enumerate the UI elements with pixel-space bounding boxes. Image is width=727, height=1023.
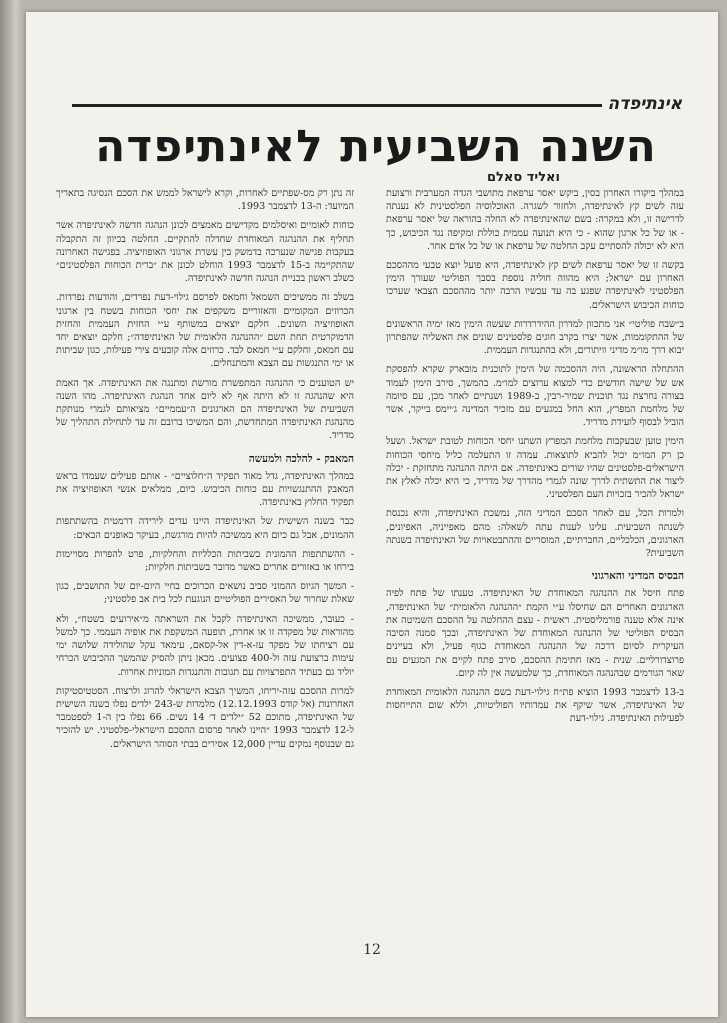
section-header bbox=[72, 96, 682, 116]
paragraph: בקשה זו של יאסר ערפאת לשים קץ לאינתיפדה, היא פועל יוצא טבעי מההסכם האחרון עם ישראל; היא מהווה חוליה נוספת בסבך הפוליטי שעורך הימין הפלסטיני לאינתיפדה שפגע בה עד עכשיו הרבה יותר מההסכם הצבאי שערכו כוחות הכיבוש הישראלים. bbox=[386, 260, 684, 311]
magazine-page bbox=[26, 12, 718, 1017]
left-column bbox=[56, 187, 354, 757]
paragraph: ההתחלה הראשונה, היה ההסכמה של הימין לתוכנית מובארק שקרא להפסקת אש של שישה חודשים כדי למצוא ערוצים למו״מ. בהמשך, סירב הימין לעמוד בצורה נחרצת נגד תוכנית שמיר-רבין, ב-1989 ושנתיים לאחר מכן, עם סיומה של מלחמת המפרץ, הוא החל במגעים עם מזכיר המדינה ג׳יימס בייקר, אשר הוביל לבסוף לועידת מדריד. bbox=[386, 364, 684, 429]
paragraph: הימין טוען שבעקבות מלחמת המפרץ השתנו יחסי הכוחות לטובת ישראל. ושעל כן רק המו״מ יכול להביא לתוצאות. עמדה זו התעלמה כליל מיחסי הכוחות הישראלים-פלסטינים שהיו שורים באינתיפדה. אם היתה ההנהגה מתחזקת - יכלה ליצור את התשתית לדרך שונה לגמרי מהדרך של מדריד, כי היא יכלה לאלץ את ישראל להכיר בזכויות העם הפלסטיני. bbox=[386, 436, 684, 501]
subheading: הבסיס המדיני והארגוני bbox=[591, 570, 684, 583]
paragraph: ולמרות הכל, עם לאחר הסכם המדיני הזה, נמשכת האינתיפדה, והיא נכנסת לשנתה השביעית. עלינו לענות עתה לשאלה: מהם מאפייניה, האפיונים, הארגונים, הכלכליים, החברתיים, המוסריים וההתבטאויות של האינתיפדה בשנתה השביעית? bbox=[386, 508, 684, 560]
paragraph: - כעובר, ממשיכה האינתיפדה לקבל את השראתה מ״אירועים בשטח״, ולא מהוראות של מפקדה זו או אחרת, תופעה המשקפת את אופיה העממי. כך למשל עם רציחתו של מפקד עז-א-דין אל-קסאם, עימאד עקל שהולידה שלושה ימי עימות ברצועת עזה ול-400 פצועים. מכאן ניתן להסיק שהמשך ההכיבוש הכרחי יוליד גם בעתיד התפרצויות עם תגובות והתנגדות המוניות אחרות. bbox=[56, 613, 354, 678]
paragraph: כוחות לאומיים ואיסלמים מקדישים מאמצים לכונן הנהגה חדשה לאינתיפדה אשר תחליף את ההנהגה המאוחדת שחדלה להתקיים. החלטה בכיוון זה התקבלה בעקבות פגישה שנערכה בדמשק בין עשרת ארגוני האופוזיציה. בפגישה האחרונה שהתקיימה ב-15 לדצמבר 1993 הוחלט לכונן את ״ברית הכוחות הפלסטינים״ כשלב ראשון בכניית הנהגה חדשה לאינתיפדה. bbox=[56, 220, 354, 285]
article-byline: ואליד סאלם bbox=[486, 170, 560, 185]
page-number: 12 bbox=[363, 942, 381, 958]
paragraph: כבר בשנה השישית של האינתיפדה היינו עדים לירידה דרמטית בהשתתפות ההמונים, אבל גם כיום היא ממשיכה להיות מורגשת, בעיקר באופנים הבאים: bbox=[56, 516, 354, 541]
paragraph: ב-13 לדצמבר 1993 הוציא פת״ח גילוי-דעת בשם ההנהגה הלאומית המאוחדת של האינתיפדה, אשר שיקף את עמדותיו הפוליטיות, וללא שום התייחסות לפעילות האינתיפדה. גילוי-דעת bbox=[386, 686, 684, 725]
paragraph: במהלך ביקורו האחרון בסין, ביקש יאסר ערפאת מתושבי הגדה המערבית ורצועת עזה לשים קץ לאינתיפדה, ולחזור לשגרה. האוכלוסיה הפלסטינית לא נענתה לדרישה זו, ולא במקרה: בשם שהאינתיפדה לא החלה בהוראה של יאסר ערפאת - או של כל ארגון שהוא - כי היא תנועה עממית כוללת ומקיפה נגד הכיבוש, כך היא לא יכולה להסתיים עקב החלטה של ערפאת או של כל אדם אחר. bbox=[386, 188, 684, 252]
paragraph: בשלב זה ממשיכים השמאל וחמאס לפרסם גילוי-דעת נפרדים, והודעות נפרדות. הכרוזים המקומיים והאזוריים משקפים את יחסי הכוחות בשטח בין ארגוני האופוזיציה השונים. חלקם יוצאים במשותף ע״י החזית העממית והחזית הדמוקרטית תחת השם ״ההנהגה הלאומית של האינתיפדה״; חלקם יוצאים יחד עם חמאס, וחלקם ע״י חמאס לבד. כרוזים אלה קובעים צירי פעילות, כגון שביתות או ימי התנגשות עם הצבא והמתנחלים. bbox=[56, 292, 354, 370]
paragraph: - ההשתתפות ההמונית בשביתות הכלליות והחלקיות, פרט להפרות מסויימות בירחו או באזורים אחרים כאשר מדובר בשביתות חלקיות; bbox=[56, 548, 354, 574]
paragraph: ב״שבח פוליטי״ אני מתכוון למדרון ההידרדרות שעשה הימין מאז ימיה הראשונים של ההתקוממות, אשר יצרו בקרב חוגים פלסטינים שונים את האשליה שהפתרון יבוא דרך מו״מ מדיני וויתורים, ולא בהתנגדות העממית. bbox=[386, 318, 684, 357]
paragraph: למרות ההסכם עזה-יריחו, המשיך הצבא הישראלי להרוג ולרצוח. הסטטיסטיקות האחרונות (אל קודס 12.12.1993) מלמדות ש-243 ילדים נפלו בשנה השישית של האינתיפדה, מתוכם 52 ״ילדים ד׳ 14 נשים. 66 נפלו בין ה-1 לספטמבר ל-12 לדצמבר 1993 ״היינו לאחר פרסום ההסכם הישראלי-פלסטיני. יש להזכיר גם שבנוסף נמקים עדיין 12,000 אסירים בבתי הסוהר הישראלים. bbox=[56, 685, 354, 750]
paragraph: זה נתן רק מס-שפתיים לאחרות, וקרא לישראל לממש את הסכם הנסיגה בתאריך המיועד: ה-13 לדצמבר 1993. bbox=[56, 188, 354, 213]
paragraph: במהלך האינתיפדה, גדל מאוד תפקיד ה״חלוציים״ - אותם פעילים שעמדו בראש המאבק ההתנגשויות עם כוחות הכיבוש. כיום, ממלאים אנשי האופוזיציה את תפקיד החלוץ באינתיפדה. bbox=[56, 470, 354, 509]
section-label: אינתיפדה bbox=[607, 94, 682, 114]
paragraph: יש הטוענים כי ההנהגה המתפשרת מורשת ומתנגה את האינתיפדה. אך האמת היא שהנהגה זו לא היתה אף לא ליום אחד הנהגת האינתיפדה. מהו השנה השביעית של האינתיפדה הם הארגונים ה״עממיים״ מציאותם לגמרי מנותקת מהנהגת האינתיפדה המתחדשת, והם המשיכו ברובם זה עד לתחילת התהליך של מדריד. bbox=[56, 377, 354, 442]
section-rule bbox=[72, 104, 602, 107]
paragraph: פתח חיסל את ההנהגה המאוחדת של האינתיפדה. טענתו של פתח לפיה הארגונים האחרים הם שחיסלו ע״י הקמת ״ההנהגה הלאומית״ של האינתיפדה, אינה אלא טענה פורמליסטית. ראשית - עצם ההחלטה על ההסכם השמיטה את הבסיס הפוליטי של ההנהגה המאוחדת של האינתיפדה, ובכך סמנה הסיבה העיקרית לסיום דרכה של ההנהגה המאוחדת כגוף פעיל, ולא בעיינים פרוצדורליים. שנית - מאז חתימת ההסכם, סירב פתח לקיים את המגעים עם שאר הגורמים שבהנהגה המאוחדת, כך שלמעשה אין לה קיום. bbox=[386, 588, 684, 679]
right-column bbox=[386, 187, 684, 732]
book-binding-shadow bbox=[0, 0, 22, 1023]
paragraph: - המשך הגיוס ההמוני סביב נושאים הכרוכים בחיי היום-יום של התושבים, כגון שאלת שחרור של האסירים הפוליטיים הנוגעת לכל בית אב פלסטיני; bbox=[56, 581, 354, 606]
article-headline: השנה השביעית לאינתיפדה bbox=[95, 121, 657, 172]
subheading: המאבק - להלכה ולמעשה bbox=[248, 452, 354, 465]
